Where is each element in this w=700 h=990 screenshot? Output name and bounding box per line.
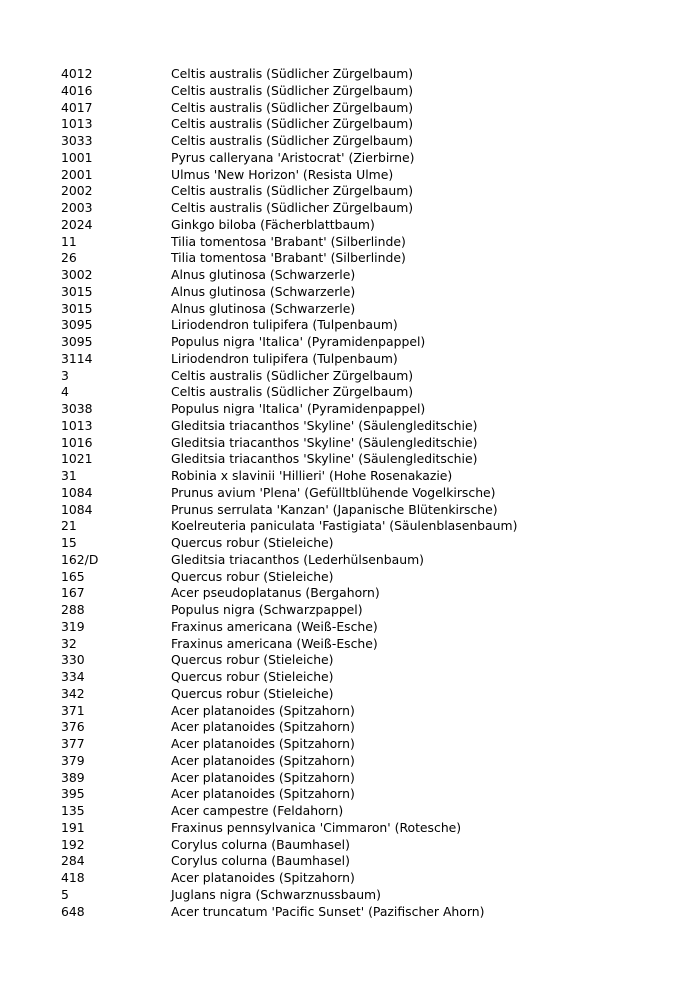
table-row — [61, 619, 517, 636]
tree-species: Gleditsia triacanthos 'Skyline' (Säulengleditschie) — [171, 434, 478, 450]
table-row — [61, 250, 517, 267]
tree-species: Alnus glutinosa (Schwarzerle) — [171, 283, 356, 299]
tree-id: 3015 — [61, 283, 93, 299]
table-row — [61, 585, 517, 602]
table-row — [61, 451, 517, 468]
tree-species: Populus nigra 'Italica' (Pyramidenpappel) — [171, 401, 426, 416]
tree-species: Liriodendron tulipifera (Tulpenbaum) — [171, 317, 398, 333]
tree-id: 26 — [61, 250, 77, 266]
tree-id: 379 — [61, 752, 85, 768]
tree-species: Fraxinus americana (Weiß-Esche) — [171, 618, 378, 634]
tree-species: Acer campestre (Feldahorn) — [171, 803, 344, 818]
table-row — [61, 116, 517, 133]
table-row — [61, 167, 517, 184]
tree-id: 3038 — [61, 401, 93, 416]
tree-id: 31 — [61, 468, 77, 483]
table-row — [61, 66, 517, 83]
table-row — [61, 334, 517, 351]
tree-id: 1001 — [61, 149, 93, 165]
tree-id: 342 — [61, 685, 85, 701]
tree-id: 3002 — [61, 267, 93, 282]
tree-id: 1013 — [61, 417, 93, 433]
tree-id: 15 — [61, 535, 77, 550]
tree-id: 3015 — [61, 300, 93, 316]
tree-species: Acer platanoides (Spitzahorn) — [171, 736, 355, 751]
table-row — [61, 150, 517, 167]
tree-species: Quercus robur (Stieleiche) — [171, 568, 334, 584]
tree-species: Celtis australis (Südlicher Zürgelbaum) — [171, 183, 414, 199]
tree-id: 2001 — [61, 166, 93, 182]
tree-species: Celtis australis (Südlicher Zürgelbaum) — [171, 116, 414, 132]
tree-species: Ginkgo biloba (Fächerblattbaum) — [171, 216, 375, 232]
tree-id: 319 — [61, 618, 85, 634]
tree-list-body — [61, 66, 517, 920]
tree-id: 1084 — [61, 501, 93, 517]
table-row — [61, 384, 517, 401]
tree-species: Gleditsia triacanthos 'Skyline' (Säulengleditschie) — [171, 417, 478, 433]
table-row — [61, 284, 517, 301]
table-row — [61, 401, 517, 418]
tree-id: 3095 — [61, 317, 93, 333]
tree-id: 165 — [61, 568, 85, 584]
tree-species: Robinia x slavinii 'Hillieri' (Hohe Rosenakazie) — [171, 468, 453, 483]
tree-id: 334 — [61, 669, 85, 684]
tree-id: 191 — [61, 819, 85, 835]
tree-species: Juglans nigra (Schwarznussbaum) — [171, 886, 381, 902]
tree-species: Populus nigra (Schwarzpappel) — [171, 602, 363, 617]
tree-id: 376 — [61, 719, 85, 735]
tree-species: Corylus colurna (Baumhasel) — [171, 836, 350, 852]
tree-species: Alnus glutinosa (Schwarzerle) — [171, 267, 356, 282]
tree-species: Fraxinus pennsylvanica 'Cimmaron' (Rotesche) — [171, 819, 462, 835]
tree-species: Pyrus calleryana 'Aristocrat' (Zierbirne) — [171, 149, 415, 165]
table-row — [61, 569, 517, 586]
table-row — [61, 803, 517, 820]
table-row — [61, 853, 517, 870]
tree-id: 3095 — [61, 334, 93, 349]
table-row — [61, 267, 517, 284]
tree-species: Celtis australis (Südlicher Zürgelbaum) — [171, 133, 414, 148]
table-row — [61, 602, 517, 619]
tree-id: 395 — [61, 786, 85, 802]
table-row — [61, 317, 517, 334]
tree-species: Alnus glutinosa (Schwarzerle) — [171, 300, 356, 316]
tree-species: Acer platanoides (Spitzahorn) — [171, 702, 355, 718]
table-row — [61, 200, 517, 217]
tree-id: 5 — [61, 886, 69, 902]
tree-species: Liriodendron tulipifera (Tulpenbaum) — [171, 350, 398, 366]
table-row — [61, 485, 517, 502]
tree-id: 3033 — [61, 133, 93, 148]
table-row — [61, 301, 517, 318]
tree-species: Acer pseudoplatanus (Bergahorn) — [171, 585, 380, 601]
tree-species: Acer platanoides (Spitzahorn) — [171, 870, 355, 885]
table-row — [61, 502, 517, 519]
tree-id: 162/D — [61, 551, 99, 567]
table-row — [61, 518, 517, 535]
table-row — [61, 904, 517, 921]
tree-id: 1013 — [61, 116, 93, 132]
tree-species: Celtis australis (Südlicher Zürgelbaum) — [171, 99, 414, 115]
table-row — [61, 820, 517, 837]
tree-id: 648 — [61, 903, 85, 919]
table-row — [61, 133, 517, 150]
tree-species: Celtis australis (Südlicher Zürgelbaum) — [171, 384, 414, 400]
tree-species: Acer platanoides (Spitzahorn) — [171, 769, 355, 785]
tree-id: 11 — [61, 233, 77, 249]
tree-species: Celtis australis (Südlicher Zürgelbaum) — [171, 82, 414, 98]
tree-list-table — [61, 66, 517, 920]
table-row — [61, 418, 517, 435]
table-row — [61, 770, 517, 787]
tree-species: Quercus robur (Stieleiche) — [171, 535, 334, 550]
tree-id: 32 — [61, 635, 77, 651]
tree-id: 3 — [61, 367, 69, 383]
tree-species: Quercus robur (Stieleiche) — [171, 685, 334, 701]
tree-species: Quercus robur (Stieleiche) — [171, 652, 334, 668]
table-row — [61, 368, 517, 385]
tree-species: Celtis australis (Südlicher Zürgelbaum) — [171, 200, 414, 215]
table-row — [61, 217, 517, 234]
table-row — [61, 552, 517, 569]
tree-species: Celtis australis (Südlicher Zürgelbaum) — [171, 66, 414, 81]
table-row — [61, 636, 517, 653]
table-row — [61, 786, 517, 803]
table-row — [61, 468, 517, 485]
tree-id: 288 — [61, 602, 85, 617]
table-row — [61, 686, 517, 703]
tree-id: 21 — [61, 518, 77, 534]
tree-species: Ulmus 'New Horizon' (Resista Ulme) — [171, 166, 394, 182]
tree-id: 192 — [61, 836, 85, 852]
table-row — [61, 870, 517, 887]
tree-id: 330 — [61, 652, 85, 668]
tree-id: 135 — [61, 803, 85, 818]
tree-species: Koelreuteria paniculata 'Fastigiata' (Säulenblasenbaum) — [171, 518, 518, 534]
tree-species: Acer truncatum 'Pacific Sunset' (Pazifischer Ahorn) — [171, 903, 485, 919]
tree-species: Quercus robur (Stieleiche) — [171, 669, 334, 684]
table-row — [61, 83, 517, 100]
tree-id: 284 — [61, 853, 85, 869]
tree-id: 377 — [61, 736, 85, 751]
tree-species: Gleditsia triacanthos (Lederhülsenbaum) — [171, 551, 424, 567]
table-row — [61, 753, 517, 770]
tree-id: 1016 — [61, 434, 93, 450]
table-row — [61, 887, 517, 904]
tree-id: 167 — [61, 585, 85, 601]
table-row — [61, 736, 517, 753]
table-row — [61, 703, 517, 720]
tree-species: Fraxinus americana (Weiß-Esche) — [171, 635, 378, 651]
tree-id: 1021 — [61, 451, 93, 467]
tree-id: 371 — [61, 702, 85, 718]
table-row — [61, 837, 517, 854]
table-row — [61, 669, 517, 686]
tree-id: 2002 — [61, 183, 93, 199]
tree-species: Acer platanoides (Spitzahorn) — [171, 752, 355, 768]
tree-species: Tilia tomentosa 'Brabant' (Silberlinde) — [171, 250, 406, 266]
tree-species: Populus nigra 'Italica' (Pyramidenpappel) — [171, 334, 426, 349]
table-row — [61, 435, 517, 452]
table-row — [61, 234, 517, 251]
table-row — [61, 351, 517, 368]
tree-species: Prunus avium 'Plena' (Gefülltblühende Vogelkirsche) — [171, 484, 496, 500]
tree-species: Acer platanoides (Spitzahorn) — [171, 786, 355, 802]
tree-species: Acer platanoides (Spitzahorn) — [171, 719, 355, 735]
tree-id: 2024 — [61, 216, 93, 232]
table-row — [61, 719, 517, 736]
tree-species: Gleditsia triacanthos 'Skyline' (Säulengleditschie) — [171, 451, 478, 467]
tree-id: 4012 — [61, 66, 93, 81]
tree-id: 418 — [61, 870, 85, 885]
table-row — [61, 183, 517, 200]
tree-id: 4016 — [61, 82, 93, 98]
table-row — [61, 100, 517, 117]
tree-id: 4017 — [61, 99, 93, 115]
table-row — [61, 535, 517, 552]
table-row — [61, 652, 517, 669]
tree-species: Celtis australis (Südlicher Zürgelbaum) — [171, 367, 414, 383]
tree-id: 1084 — [61, 484, 93, 500]
tree-species: Tilia tomentosa 'Brabant' (Silberlinde) — [171, 233, 406, 249]
tree-id: 4 — [61, 384, 69, 400]
tree-id: 389 — [61, 769, 85, 785]
tree-id: 2003 — [61, 200, 93, 215]
tree-id: 3114 — [61, 350, 93, 366]
tree-species: Prunus serrulata 'Kanzan' (Japanische Blütenkirsche) — [171, 501, 498, 517]
tree-species: Corylus colurna (Baumhasel) — [171, 853, 350, 869]
